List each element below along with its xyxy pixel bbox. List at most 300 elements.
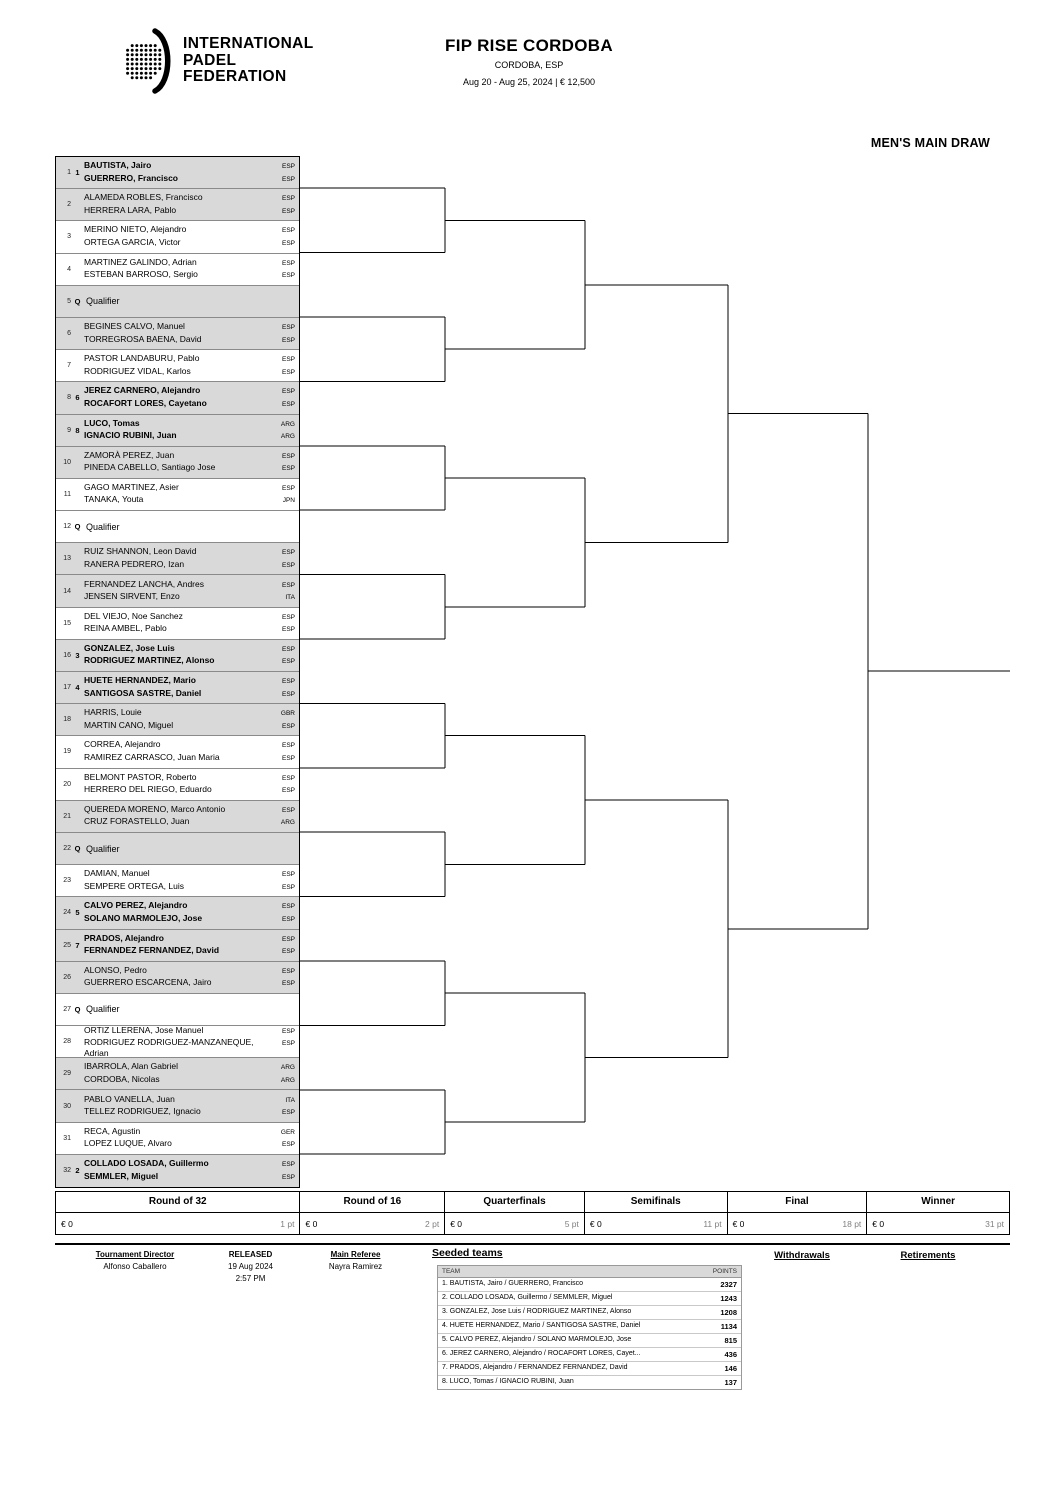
slot-number: 31 bbox=[63, 1134, 71, 1142]
seeded-team-name: 3. GONZALEZ, Jose Luis / RODRIGUEZ MARTINEZ, Alonso bbox=[442, 1308, 632, 1315]
player-row-2 bbox=[84, 784, 297, 797]
slot-number: 30 bbox=[63, 1102, 71, 1110]
round-prize: € 0 bbox=[732, 1218, 745, 1229]
player-name: GONZALEZ, Jose Luis bbox=[84, 642, 175, 653]
player-row-1 bbox=[84, 257, 297, 270]
country-code: GER bbox=[280, 1128, 295, 1136]
player-name: ORTEGA GARCIA, Victor bbox=[84, 236, 181, 247]
round-prize: € 0 bbox=[61, 1218, 73, 1229]
qualifier-label: Qualifier bbox=[86, 296, 120, 307]
player-name: SEMPERE ORTEGA, Luis bbox=[84, 880, 184, 891]
team-names bbox=[84, 965, 299, 990]
slot-number: 1 bbox=[67, 169, 71, 177]
player-row-1 bbox=[84, 868, 297, 881]
player-row-2 bbox=[84, 913, 297, 926]
country-code: ESP bbox=[281, 626, 295, 634]
seeded-team-row-6 bbox=[438, 1348, 741, 1362]
player-name: GUERRERO ESCARCENA, Jairo bbox=[84, 977, 212, 988]
player-name: HERRERA LARA, Pablo bbox=[84, 204, 177, 215]
slot-number: 2 bbox=[67, 201, 71, 209]
bracket-slot-21 bbox=[56, 801, 299, 833]
team-names bbox=[84, 844, 299, 854]
player-name: IGNACIO RUBINI, Juan bbox=[84, 430, 177, 441]
player-name: JEREZ CARNERO, Alejandro bbox=[84, 385, 201, 396]
player-name: HARRIS, Louie bbox=[84, 707, 142, 718]
country-code: ESP bbox=[281, 690, 295, 698]
bracket-slot-10 bbox=[56, 447, 299, 479]
player-name: PABLO VANELLA, Juan bbox=[84, 1093, 175, 1104]
team-names bbox=[84, 1026, 299, 1058]
seeded-points-column-header: POINTS bbox=[712, 1268, 737, 1275]
bracket-slot-32 bbox=[56, 1155, 299, 1187]
seeded-teams-rows bbox=[438, 1278, 741, 1389]
bracket-slot-23 bbox=[56, 865, 299, 897]
country-code: ESP bbox=[281, 787, 295, 795]
bracket-slot-15 bbox=[56, 608, 299, 640]
team-names bbox=[84, 522, 299, 532]
bracket-slot-22 bbox=[56, 833, 299, 865]
seed-number: 7 bbox=[75, 940, 80, 950]
round-prize: € 0 bbox=[305, 1218, 318, 1229]
country-code: ESP bbox=[281, 452, 295, 460]
player-name: BAUTISTA, Jairo bbox=[84, 160, 152, 171]
bracket-slot-11 bbox=[56, 479, 299, 511]
bracket-slot-7 bbox=[56, 350, 299, 382]
player-name: RECA, Agustin bbox=[84, 1125, 141, 1136]
slot-number: 7 bbox=[67, 362, 71, 370]
slot-number: 5 bbox=[67, 297, 71, 305]
draw-title: MEN'S MAIN DRAW bbox=[870, 136, 990, 150]
round-prize: € 0 bbox=[450, 1218, 463, 1229]
seeded-team-row-7 bbox=[438, 1362, 741, 1376]
country-code: ESP bbox=[281, 903, 295, 911]
tournament-location: CORDOBA, ESP bbox=[494, 60, 564, 70]
country-code: ESP bbox=[281, 207, 295, 215]
team-names bbox=[84, 1158, 299, 1183]
player-row-1 bbox=[84, 321, 297, 334]
round-prize: € 0 bbox=[589, 1218, 602, 1229]
country-code: ESP bbox=[281, 948, 295, 956]
player-name: REINA AMBEL, Pablo bbox=[84, 623, 167, 634]
player-row-1 bbox=[84, 772, 297, 785]
player-row-2 bbox=[84, 623, 297, 636]
player-row-1 bbox=[84, 546, 297, 559]
seeded-team-name: 1. BAUTISTA, Jairo / GUERRERO, Francisco bbox=[442, 1280, 584, 1287]
slot-number: 21 bbox=[63, 812, 71, 820]
bracket-slot-18 bbox=[56, 704, 299, 736]
player-row-2 bbox=[84, 655, 297, 668]
qualifier-label: Qualifier bbox=[86, 1004, 120, 1015]
header-title-block bbox=[0, 36, 1058, 87]
round-points: 1 pt bbox=[280, 1218, 295, 1229]
team-names bbox=[84, 933, 299, 958]
slot-number: 19 bbox=[63, 748, 71, 756]
round-column-values bbox=[867, 1213, 1009, 1234]
country-code: ESP bbox=[281, 388, 295, 396]
player-row-2 bbox=[84, 816, 297, 829]
slot-number: 27 bbox=[63, 1005, 71, 1013]
bracket-slot-4 bbox=[56, 254, 299, 286]
player-row-1 bbox=[84, 1026, 297, 1037]
round-of-32-column bbox=[55, 156, 300, 1188]
seeded-team-points: 137 bbox=[724, 1378, 737, 1387]
bracket-slot-26 bbox=[56, 962, 299, 994]
team-names bbox=[84, 385, 299, 410]
team-names bbox=[84, 804, 299, 829]
player-name: ALAMEDA ROBLES, Francisco bbox=[84, 192, 203, 203]
round-column-round-of-16 bbox=[300, 1192, 445, 1234]
player-row-2 bbox=[84, 494, 297, 507]
round-points: 11 pt bbox=[703, 1218, 722, 1229]
seeded-team-row-5 bbox=[438, 1334, 741, 1348]
team-names bbox=[84, 546, 299, 571]
team-names bbox=[84, 900, 299, 925]
player-row-2 bbox=[84, 398, 297, 411]
country-code: ESP bbox=[281, 1173, 295, 1181]
round-points: 5 pt bbox=[564, 1218, 579, 1229]
slot-number: 11 bbox=[63, 490, 71, 498]
country-code: ESP bbox=[281, 915, 295, 923]
seeded-team-points: 146 bbox=[724, 1364, 737, 1373]
player-row-2 bbox=[84, 1171, 297, 1184]
country-code: ESP bbox=[281, 549, 295, 557]
tournament-title: FIP RISE CORDOBA bbox=[445, 36, 613, 55]
main-referee-name: Nayra Ramirez bbox=[328, 1262, 383, 1271]
bracket-slot-6 bbox=[56, 318, 299, 350]
round-column-header: Round of 32 bbox=[56, 1192, 299, 1213]
seed-number: 5 bbox=[75, 908, 80, 918]
team-names bbox=[84, 418, 299, 443]
country-code: ESP bbox=[281, 356, 295, 364]
country-code: ESP bbox=[281, 967, 295, 975]
bracket-slot-1 bbox=[56, 157, 299, 189]
player-name: GAGO MARTINEZ, Asier bbox=[84, 481, 179, 492]
team-names bbox=[84, 707, 299, 732]
country-code: ESP bbox=[281, 678, 295, 686]
player-name: DAMIAN, Manuel bbox=[84, 868, 150, 879]
player-name: RODRIGUEZ RODRIGUEZ-MANZANEQUE, Adrian bbox=[84, 1037, 254, 1058]
released-time: 2:57 PM bbox=[235, 1274, 266, 1283]
round-column-values bbox=[445, 1213, 584, 1234]
seed-number: 8 bbox=[75, 425, 80, 435]
round-column-winner bbox=[867, 1192, 1009, 1234]
bracket-slot-30 bbox=[56, 1090, 299, 1122]
team-names bbox=[84, 739, 299, 764]
player-row-2 bbox=[84, 334, 297, 347]
seeded-team-name: 6. JEREZ CARNERO, Alejandro / ROCAFORT LORES, Cayet... bbox=[442, 1350, 641, 1357]
bracket-slot-14 bbox=[56, 575, 299, 607]
country-code: JPN bbox=[282, 497, 295, 505]
player-name: RAMIREZ CARRASCO, Juan Maria bbox=[84, 751, 220, 762]
slot-number: 14 bbox=[63, 587, 71, 595]
round-column-values bbox=[728, 1213, 867, 1234]
country-code: ESP bbox=[281, 613, 295, 621]
player-name: LOPEZ LUQUE, Alvaro bbox=[84, 1138, 172, 1149]
seeded-team-name: 5. CALVO PEREZ, Alejandro / SOLANO MARMOLEJO, Jose bbox=[442, 1336, 632, 1343]
bracket-slot-8 bbox=[56, 382, 299, 414]
bracket-slot-29 bbox=[56, 1058, 299, 1090]
player-name: RANERA PEDRERO, Izan bbox=[84, 558, 185, 569]
seed-number: 4 bbox=[75, 683, 80, 693]
player-row-1 bbox=[84, 450, 297, 463]
player-row-1 bbox=[84, 353, 297, 366]
bracket-slot-28 bbox=[56, 1026, 299, 1058]
team-names bbox=[84, 296, 299, 306]
player-row-2 bbox=[84, 977, 297, 990]
seeded-teams-title: Seeded teams bbox=[432, 1247, 503, 1259]
country-code: ESP bbox=[281, 754, 295, 762]
player-row-2 bbox=[84, 173, 297, 186]
bracket-slot-31 bbox=[56, 1123, 299, 1155]
bracket-slot-12 bbox=[56, 511, 299, 543]
player-name: SEMMLER, Miguel bbox=[84, 1170, 159, 1181]
team-names bbox=[84, 772, 299, 797]
slot-number: 20 bbox=[63, 780, 71, 788]
round-column-values bbox=[300, 1213, 444, 1234]
slot-number: 32 bbox=[63, 1167, 71, 1175]
country-code: ESP bbox=[281, 722, 295, 730]
player-row-2 bbox=[84, 559, 297, 572]
player-row-1 bbox=[84, 611, 297, 624]
team-names bbox=[84, 192, 299, 217]
country-code: ESP bbox=[281, 1161, 295, 1169]
country-code: ESP bbox=[281, 883, 295, 891]
player-name: TANAKA, Youta bbox=[84, 494, 144, 505]
team-names bbox=[84, 675, 299, 700]
player-row-1 bbox=[84, 933, 297, 946]
slot-number: 10 bbox=[63, 458, 71, 466]
round-column-header: Winner bbox=[867, 1192, 1009, 1213]
round-column-round-of-32 bbox=[56, 1192, 300, 1234]
seeded-team-row-2 bbox=[438, 1292, 741, 1306]
seed-number: 6 bbox=[75, 393, 80, 403]
country-code: ESP bbox=[281, 400, 295, 408]
slot-number: 4 bbox=[67, 265, 71, 273]
footer-divider bbox=[55, 1243, 1010, 1245]
country-code: ESP bbox=[281, 742, 295, 750]
rounds-points-table bbox=[55, 1191, 1010, 1235]
player-name: PRADOS, Alejandro bbox=[84, 932, 164, 943]
player-row-2 bbox=[84, 1074, 297, 1087]
round-column-header: Final bbox=[728, 1192, 867, 1213]
bracket-slot-5 bbox=[56, 286, 299, 318]
seeded-teams-header-row bbox=[438, 1266, 741, 1278]
player-name: CRUZ FORASTELLO, Juan bbox=[84, 816, 190, 827]
slot-number: 16 bbox=[63, 651, 71, 659]
player-row-2 bbox=[84, 1037, 297, 1058]
bracket-slot-17 bbox=[56, 672, 299, 704]
country-code: ESP bbox=[281, 195, 295, 203]
seeded-team-row-8 bbox=[438, 1376, 741, 1389]
player-row-1 bbox=[84, 1094, 297, 1107]
player-row-2 bbox=[84, 269, 297, 282]
team-names bbox=[84, 353, 299, 378]
bracket-slot-25 bbox=[56, 930, 299, 962]
country-code: ESP bbox=[281, 581, 295, 589]
player-row-1 bbox=[84, 224, 297, 237]
round-column-values bbox=[585, 1213, 727, 1234]
player-name: ALONSO, Pedro bbox=[84, 964, 147, 975]
bracket-slot-9 bbox=[56, 415, 299, 447]
round-column-semifinals bbox=[585, 1192, 728, 1234]
player-name: LUCO, Tomas bbox=[84, 417, 140, 428]
player-row-1 bbox=[84, 418, 297, 431]
country-code: ESP bbox=[281, 484, 295, 492]
bracket-slot-3 bbox=[56, 221, 299, 253]
player-name: DEL VIEJO, Noe Sanchez bbox=[84, 610, 183, 621]
player-name: MERINO NIETO, Alejandro bbox=[84, 224, 187, 235]
player-name: CORDOBA, Nicolas bbox=[84, 1073, 160, 1084]
country-code: ESP bbox=[281, 561, 295, 569]
country-code: ESP bbox=[281, 806, 295, 814]
bracket-slot-19 bbox=[56, 736, 299, 768]
country-code: ESP bbox=[281, 1109, 295, 1117]
withdrawals-label: Withdrawals bbox=[774, 1250, 830, 1261]
player-name: SANTIGOSA SASTRE, Daniel bbox=[84, 687, 202, 698]
country-code: ESP bbox=[281, 871, 295, 879]
player-name: RUIZ SHANNON, Leon David bbox=[84, 546, 197, 557]
team-names bbox=[84, 482, 299, 507]
player-name: ORTIZ LLERENA, Jose Manuel bbox=[84, 1026, 204, 1035]
player-row-1 bbox=[84, 675, 297, 688]
slot-number: 29 bbox=[63, 1070, 71, 1078]
player-row-2 bbox=[84, 945, 297, 958]
player-name: FERNANDEZ FERNANDEZ, David bbox=[84, 945, 220, 956]
round-points: 18 pt bbox=[842, 1218, 862, 1229]
player-row-1 bbox=[84, 707, 297, 720]
player-name: TORREGROSA BAENA, David bbox=[84, 333, 202, 344]
seeded-team-name: 2. COLLADO LOSADA, Guillermo / SEMMLER, Miguel bbox=[442, 1294, 613, 1301]
tournament-director-name: Alfonso Caballero bbox=[103, 1262, 167, 1271]
country-code: ARG bbox=[280, 420, 295, 428]
player-name: COLLADO LOSADA, Guillermo bbox=[84, 1158, 209, 1169]
slot-number: 8 bbox=[67, 394, 71, 402]
player-row-1 bbox=[84, 1061, 297, 1074]
player-row-1 bbox=[84, 900, 297, 913]
player-row-2 bbox=[84, 1106, 297, 1119]
slot-number: 3 bbox=[67, 233, 71, 241]
seeded-team-row-3 bbox=[438, 1306, 741, 1320]
player-row-1 bbox=[84, 482, 297, 495]
team-names bbox=[84, 1094, 299, 1119]
player-row-1 bbox=[84, 385, 297, 398]
player-row-2 bbox=[84, 752, 297, 765]
player-row-1 bbox=[84, 739, 297, 752]
seeded-team-points: 436 bbox=[724, 1350, 737, 1359]
player-name: HERRERO DEL RIEGO, Eduardo bbox=[84, 784, 212, 795]
player-name: JENSEN SIRVENT, Enzo bbox=[84, 591, 180, 602]
round-column-header: Semifinals bbox=[585, 1192, 727, 1213]
player-row-1 bbox=[84, 1158, 297, 1171]
round-points: 31 pt bbox=[985, 1218, 1004, 1229]
bracket-slot-27 bbox=[56, 994, 299, 1026]
qualifier-label: Qualifier bbox=[86, 843, 120, 854]
released-label: RELEASED bbox=[228, 1250, 273, 1259]
qualifier-mark: Q bbox=[74, 522, 81, 532]
country-code: ESP bbox=[281, 368, 295, 376]
round-column-values bbox=[56, 1213, 299, 1234]
player-row-1 bbox=[84, 192, 297, 205]
qualifier-mark: Q bbox=[74, 844, 81, 854]
bracket-slot-13 bbox=[56, 543, 299, 575]
player-name: IBARROLA, Alan Gabriel bbox=[84, 1061, 179, 1072]
team-names bbox=[84, 257, 299, 282]
team-names bbox=[84, 224, 299, 249]
player-name: PASTOR LANDABURU, Pablo bbox=[84, 353, 200, 364]
seeded-team-points: 2327 bbox=[720, 1280, 737, 1289]
player-row-2 bbox=[84, 462, 297, 475]
slot-number: 25 bbox=[63, 941, 71, 949]
country-code: ARG bbox=[280, 433, 295, 441]
slot-number: 9 bbox=[67, 426, 71, 434]
seeded-team-name: 8. LUCO, Tomas / IGNACIO RUBINI, Juan bbox=[442, 1378, 574, 1385]
country-code: ESP bbox=[281, 935, 295, 943]
player-name: CALVO PEREZ, Alejandro bbox=[84, 900, 188, 911]
team-names bbox=[84, 450, 299, 475]
withdrawals-block bbox=[752, 1250, 852, 1261]
player-name: TELLEZ RODRIGUEZ, Ignacio bbox=[84, 1106, 201, 1117]
logo-line-1: INTERNATIONAL bbox=[183, 35, 314, 53]
bracket-slot-20 bbox=[56, 769, 299, 801]
team-names bbox=[84, 643, 299, 668]
player-row-2 bbox=[84, 366, 297, 379]
player-row-2 bbox=[84, 591, 297, 604]
country-code: ESP bbox=[281, 239, 295, 247]
player-row-2 bbox=[84, 1138, 297, 1151]
player-name: ROCAFORT LORES, Cayetano bbox=[84, 397, 207, 408]
player-name: ESTEBAN BARROSO, Sergio bbox=[84, 269, 198, 280]
player-row-1 bbox=[84, 160, 297, 173]
team-names bbox=[84, 868, 299, 893]
player-name: BELMONT PASTOR, Roberto bbox=[84, 771, 197, 782]
team-names bbox=[84, 321, 299, 346]
player-name: MARTIN CANO, Miguel bbox=[84, 719, 174, 730]
country-code: ESP bbox=[281, 336, 295, 344]
seeded-team-name: 7. PRADOS, Alejandro / FERNANDEZ FERNANDEZ, David bbox=[442, 1364, 628, 1371]
country-code: ITA bbox=[285, 1096, 295, 1104]
country-code: ITA bbox=[285, 594, 295, 602]
released-date: 19 Aug 2024 bbox=[228, 1262, 273, 1271]
released-block bbox=[213, 1250, 288, 1283]
bracket-slot-16 bbox=[56, 640, 299, 672]
player-row-2 bbox=[84, 881, 297, 894]
player-row-1 bbox=[84, 804, 297, 817]
team-names bbox=[84, 160, 299, 185]
player-row-2 bbox=[84, 688, 297, 701]
tournament-director-label: Tournament Director bbox=[95, 1250, 175, 1259]
seed-number: 1 bbox=[75, 168, 80, 178]
player-name: MARTINEZ GALINDO, Adrian bbox=[84, 256, 197, 267]
country-code: ESP bbox=[281, 1141, 295, 1149]
player-name: SOLANO MARMOLEJO, Jose bbox=[84, 912, 203, 923]
main-referee-label: Main Referee bbox=[330, 1250, 381, 1259]
tournament-dates-prize: Aug 20 - Aug 25, 2024 | € 12,500 bbox=[463, 77, 595, 87]
country-code: ESP bbox=[281, 1027, 295, 1035]
team-names bbox=[84, 1004, 299, 1014]
team-names bbox=[84, 611, 299, 636]
country-code: ESP bbox=[281, 980, 295, 988]
round-prize: € 0 bbox=[872, 1218, 885, 1229]
retirements-block bbox=[878, 1250, 978, 1261]
country-code: ESP bbox=[281, 272, 295, 280]
slot-number: 23 bbox=[63, 877, 71, 885]
seeded-team-row-4 bbox=[438, 1320, 741, 1334]
round-column-final bbox=[728, 1192, 868, 1234]
slot-number: 17 bbox=[63, 684, 71, 692]
slot-number: 26 bbox=[63, 973, 71, 981]
tournament-director-block bbox=[60, 1250, 210, 1271]
seeded-team-points: 1134 bbox=[720, 1322, 737, 1331]
